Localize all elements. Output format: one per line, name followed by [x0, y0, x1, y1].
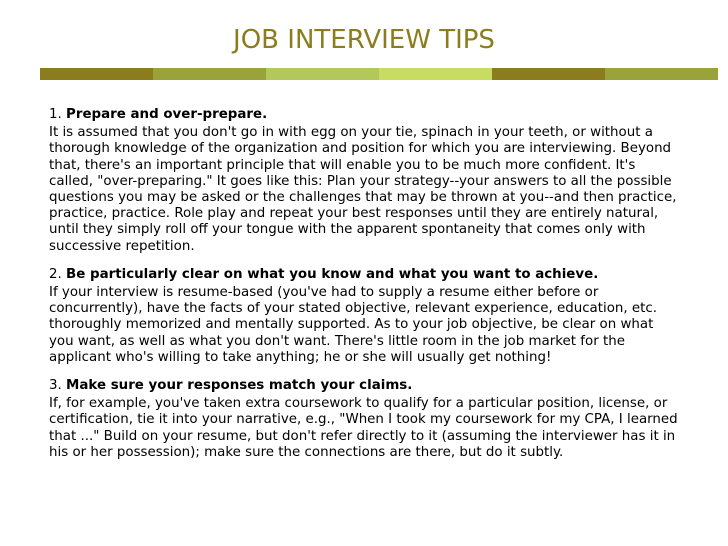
tip-item: [49, 267, 679, 366]
tip-heading: [49, 107, 679, 123]
slide-title: JOB INTERVIEW TIPS: [233, 25, 495, 55]
tip-heading-text: Prepare and over-prepare.: [66, 107, 268, 122]
bar-segment: [492, 68, 605, 80]
bar-segment: [605, 68, 718, 80]
tip-heading-text: Make sure your responses match your claims.: [66, 378, 413, 394]
tip-item: [49, 107, 679, 255]
bar-segment: [40, 68, 153, 80]
bar-segment: [266, 68, 379, 80]
slide-content: [49, 107, 679, 473]
tip-body: If your interview is resume-based (you've had to supply a resume either before or concurrently), have the facts of your stated objective, relevant experience, education, etc. thoroughly memorized and mentally supported. As to your job objective, be clear on what you want, as well as what you don't want. There's little room in the job market for the applicant who's willing to take anything; he or she will usually get nothing!: [49, 285, 658, 365]
tip-item: [49, 378, 679, 461]
title-underline-bar: [40, 68, 718, 80]
tip-heading: [49, 267, 679, 283]
tip-body: It is assumed that you don't go in with egg on your tie, spinach in your teeth, or without a thorough knowledge of the organization and position for which you are interviewing. Beyond that, there's an important principle that will enable you to be much more confident. It's called, "over-preparing." It goes like this: Plan your strategy--your answers to all the possible questions you may be asked or the challenges that may be thrown at you--and then practice, practice, practice. Role play and repeat your best responses until they are entirely natural, until they simply roll off your tongue with the apparent spontaneity that comes only with successive repetition.: [49, 125, 677, 254]
bar-segment: [153, 68, 266, 80]
tip-heading-text: Be particularly clear on what you know and what you want to achieve.: [66, 266, 599, 282]
bar-segment: [379, 68, 492, 80]
tip-heading: [49, 378, 679, 394]
tip-number: 1.: [49, 107, 62, 122]
tip-number: 2.: [49, 266, 62, 282]
tip-body: If, for example, you've taken extra coursework to qualify for a particular position, license, or certification, tie it into your narrative, e.g., "When I took my coursework for my CPA, I learned that ..." Build on your resume, but don't refer directly to it (assuming the interviewer has it in his or her possession); make sure the connections are there, but do it subtly.: [49, 396, 678, 460]
tip-number: 3.: [49, 378, 62, 394]
